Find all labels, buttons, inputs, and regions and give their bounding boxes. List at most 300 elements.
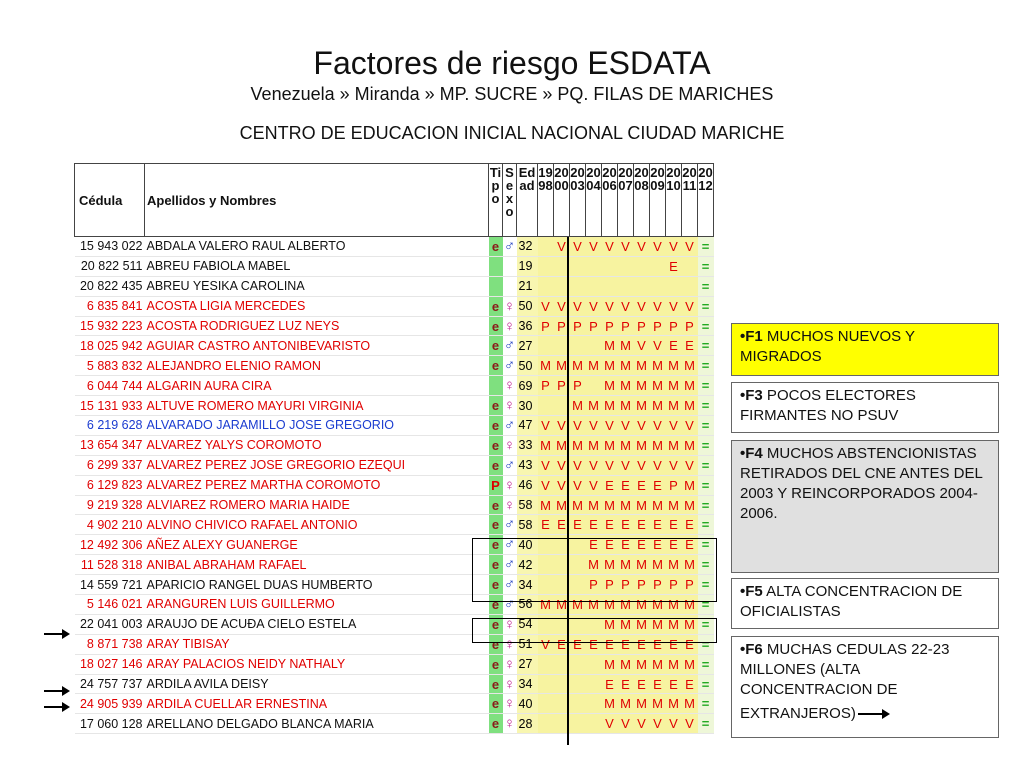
vote-cell: V [618, 714, 634, 734]
sexo-cell [503, 256, 517, 276]
vote-cell: P [650, 316, 666, 336]
vote-cell: E [666, 674, 682, 694]
sexo-cell [503, 276, 517, 296]
cedula-cell: 11 528 318 [75, 555, 145, 575]
vote-cell: P [634, 575, 650, 595]
vote-cell: V [538, 634, 554, 654]
header-row [75, 164, 714, 237]
name-cell: ANIBAL ABRAHAM RAFAEL [145, 555, 489, 575]
table-row [75, 475, 714, 495]
vote-cell: E [666, 515, 682, 535]
vote-cell: E [634, 634, 650, 654]
name-cell: ABREU FABIOLA MABEL [145, 256, 489, 276]
cedula-cell: 6 044 744 [75, 376, 145, 396]
vote-cell: = [698, 674, 714, 694]
vote-cell: = [698, 376, 714, 396]
tipo-cell: e [489, 575, 503, 595]
header-sexo: Sexo [503, 164, 517, 237]
vote-cell: V [666, 416, 682, 436]
vote-cell: V [634, 455, 650, 475]
tipo-cell: e [489, 416, 503, 436]
vote-cell: V [570, 416, 586, 436]
vote-cell: V [554, 237, 570, 257]
vote-cell: V [602, 416, 618, 436]
vote-cell: M [618, 435, 634, 455]
vote-cell: E [618, 515, 634, 535]
vote-cell: M [682, 595, 698, 615]
table-row [75, 316, 714, 336]
vote-cell [538, 336, 554, 356]
cedula-cell: 17 060 128 [75, 714, 145, 734]
vote-cell [618, 276, 634, 296]
sexo-cell: ♀ [503, 695, 516, 713]
vote-cell: V [650, 455, 666, 475]
header-year: 2010 [666, 164, 682, 237]
name-cell: ALVARADO JARAMILLO JOSE GREGORIO [145, 416, 489, 436]
vote-cell: V [666, 714, 682, 734]
vote-cell: M [602, 356, 618, 376]
header-year: 1998 [538, 164, 554, 237]
factor-f4: •F4 MUCHOS ABSTENCIONISTAS RETIRADOS DEL CNE ANTES DEL 2003 Y REINCORPORADOS 2004-2006. [731, 440, 999, 573]
vote-cell: M [618, 356, 634, 376]
vote-cell: V [618, 416, 634, 436]
table-row [75, 654, 714, 674]
sexo-cell: ♂ [503, 456, 516, 474]
vote-cell: = [698, 276, 714, 296]
name-cell: ABDALA VALERO RAUL ALBERTO [145, 237, 489, 257]
vote-cell [602, 256, 618, 276]
vote-cell: P [586, 316, 602, 336]
vote-cell: M [538, 495, 554, 515]
edad-cell: 21 [517, 276, 538, 296]
edad-cell: 27 [517, 336, 538, 356]
table-row [75, 296, 714, 316]
sexo-cell: ♀ [503, 635, 516, 653]
vote-cell [538, 654, 554, 674]
sexo-cell: ♀ [503, 655, 516, 673]
cedula-cell: 20 822 435 [75, 276, 145, 296]
cedula-cell: 18 025 942 [75, 336, 145, 356]
vote-cell: M [634, 614, 650, 634]
cedula-cell: 15 932 223 [75, 316, 145, 336]
sexo-cell: ♂ [503, 416, 516, 434]
vote-cell: E [650, 535, 666, 555]
vote-cell: P [682, 575, 698, 595]
vote-cell [570, 276, 586, 296]
vote-cell [570, 714, 586, 734]
vote-cell: M [666, 595, 682, 615]
sexo-cell: ♂ [503, 337, 516, 355]
vote-cell: M [618, 654, 634, 674]
table-row [75, 455, 714, 475]
vote-cell [586, 714, 602, 734]
vote-cell: P [602, 575, 618, 595]
vote-cell: M [602, 336, 618, 356]
vote-cell [570, 674, 586, 694]
table-row [75, 376, 714, 396]
vote-cell: M [602, 435, 618, 455]
vote-cell: P [538, 376, 554, 396]
vote-cell: P [682, 316, 698, 336]
tipo-cell: e [489, 535, 503, 555]
vote-cell: M [666, 555, 682, 575]
vote-cell: E [666, 634, 682, 654]
vote-cell: = [698, 694, 714, 714]
edad-cell: 28 [517, 714, 538, 734]
tipo-cell: P [489, 475, 503, 495]
vote-cell: M [586, 595, 602, 615]
factor-f5: •F5 ALTA CONCENTRACION DE OFICIALISTAS [731, 578, 999, 629]
vote-cell [586, 336, 602, 356]
vote-cell: M [618, 495, 634, 515]
cedula-cell: 14 559 721 [75, 575, 145, 595]
vote-cell: = [698, 237, 714, 257]
cedula-cell: 6 835 841 [75, 296, 145, 316]
vote-cell: E [682, 634, 698, 654]
vote-cell: V [570, 296, 586, 316]
vote-cell: V [586, 296, 602, 316]
vote-cell: = [698, 535, 714, 555]
name-cell: ARANGUREN LUIS GUILLERMO [145, 595, 489, 615]
vote-cell: M [634, 694, 650, 714]
name-cell: ARAY PALACIOS NEIDY NATHALY [145, 654, 489, 674]
vote-cell: E [602, 475, 618, 495]
tipo-cell: e [489, 555, 503, 575]
sexo-cell: ♀ [503, 297, 516, 315]
header-nombres: Apellidos y Nombres [145, 164, 489, 237]
sexo-cell: ♀ [503, 675, 516, 693]
vote-cell: M [650, 376, 666, 396]
factor-f3: •F3 POCOS ELECTORES FIRMANTES NO PSUV [731, 382, 999, 433]
edad-cell: 34 [517, 575, 538, 595]
vote-cell: M [618, 694, 634, 714]
vote-cell: M [666, 495, 682, 515]
sexo-cell: ♀ [503, 496, 516, 514]
vote-cell [682, 276, 698, 296]
edad-cell: 46 [517, 475, 538, 495]
vote-cell: V [602, 296, 618, 316]
vote-cell: E [570, 634, 586, 654]
vote-cell: M [682, 396, 698, 416]
sexo-cell: ♀ [503, 317, 516, 335]
name-cell: ARELLANO DELGADO BLANCA MARIA [145, 714, 489, 734]
vote-cell: V [586, 455, 602, 475]
vote-cell: = [698, 475, 714, 495]
vote-cell: M [538, 595, 554, 615]
vote-cell: P [666, 316, 682, 336]
vote-cell: E [586, 535, 602, 555]
vote-cell: M [650, 654, 666, 674]
edad-cell: 33 [517, 435, 538, 455]
sexo-cell: ♀ [503, 377, 516, 395]
factor-f6: •F6 MUCHAS CEDULAS 22-23 MILLONES (ALTA CONCENTRACION DE EXTRANJEROS) [731, 636, 999, 738]
vote-cell: P [554, 376, 570, 396]
vote-cell: M [682, 654, 698, 674]
vote-cell: V [666, 296, 682, 316]
vote-cell: M [602, 694, 618, 714]
table-row [75, 336, 714, 356]
vote-cell: M [570, 356, 586, 376]
vote-cell: M [538, 356, 554, 376]
vote-cell: = [698, 256, 714, 276]
vote-cell: M [554, 356, 570, 376]
vote-cell: = [698, 356, 714, 376]
vote-cell: E [634, 535, 650, 555]
vote-cell: M [682, 694, 698, 714]
tipo-cell: e [489, 654, 503, 674]
vote-cell: E [554, 515, 570, 535]
cedula-cell: 12 492 306 [75, 535, 145, 555]
vote-cell: V [650, 237, 666, 257]
vote-cell: V [682, 296, 698, 316]
vote-cell: V [554, 475, 570, 495]
edad-cell: 47 [517, 416, 538, 436]
vote-cell: P [650, 575, 666, 595]
vote-cell: V [554, 296, 570, 316]
vote-cell: M [586, 435, 602, 455]
vote-cell: E [618, 475, 634, 495]
vote-cell [538, 714, 554, 734]
edad-cell: 30 [517, 396, 538, 416]
breadcrumb: Venezuela » Miranda » MP. SUCRE » PQ. FILAS DE MARICHES [250, 84, 774, 104]
divider-line [567, 237, 569, 745]
name-cell: ALVIAREZ ROMERO MARIA HAIDE [145, 495, 489, 515]
vote-cell: M [618, 595, 634, 615]
cedula-cell: 6 299 337 [75, 455, 145, 475]
vote-cell: E [682, 535, 698, 555]
vote-cell: V [650, 416, 666, 436]
highlight-box-group [472, 538, 717, 602]
sexo-cell: ♂ [503, 237, 516, 255]
vote-cell: M [554, 495, 570, 515]
header-edad: Edad [517, 164, 538, 237]
vote-cell: P [538, 316, 554, 336]
edad-cell: 40 [517, 694, 538, 714]
edad-cell: 34 [517, 674, 538, 694]
table-row [75, 416, 714, 436]
cedula-cell: 24 757 737 [75, 674, 145, 694]
vote-cell: M [634, 376, 650, 396]
vote-cell: V [650, 714, 666, 734]
edad-cell: 32 [517, 237, 538, 257]
vote-cell: M [666, 356, 682, 376]
vote-cell: P [570, 376, 586, 396]
sexo-cell: ♂ [503, 576, 516, 594]
header-cedula: Cédula [75, 164, 145, 237]
name-cell: ARAUJO DE ACUÐA CIELO ESTELA [145, 614, 489, 634]
edad-cell: 40 [517, 535, 538, 555]
edad-cell: 19 [517, 256, 538, 276]
vote-cell: V [538, 296, 554, 316]
vote-cell: V [602, 714, 618, 734]
vote-cell: V [618, 455, 634, 475]
vote-cell: M [666, 694, 682, 714]
tipo-cell [489, 256, 503, 276]
arrow-icon [858, 713, 884, 715]
table-row [75, 276, 714, 296]
table-row [75, 237, 714, 257]
vote-cell [570, 654, 586, 674]
center-name: CENTRO DE EDUCACION INICIAL NACIONAL CIUDAD MARICHE [239, 123, 785, 143]
vote-cell: = [698, 634, 714, 654]
name-cell: ALVINO CHIVICO RAFAEL ANTONIO [145, 515, 489, 535]
vote-cell: M [602, 654, 618, 674]
vote-cell [586, 256, 602, 276]
vote-cell: M [666, 654, 682, 674]
sexo-cell: ♂ [503, 357, 516, 375]
tipo-cell: e [489, 237, 503, 257]
arrow-icon [44, 633, 64, 635]
vote-cell: M [602, 396, 618, 416]
vote-cell: V [554, 416, 570, 436]
tipo-cell: e [489, 614, 503, 634]
edad-cell: 50 [517, 296, 538, 316]
vote-cell: M [650, 396, 666, 416]
vote-cell: = [698, 555, 714, 575]
vote-cell: M [618, 376, 634, 396]
vote-cell: M [570, 435, 586, 455]
vote-cell: E [602, 535, 618, 555]
vote-cell: M [618, 614, 634, 634]
vote-cell: E [602, 674, 618, 694]
name-cell: APARICIO RANGEL DUAS HUMBERTO [145, 575, 489, 595]
tipo-cell: e [489, 515, 503, 535]
vote-cell: = [698, 316, 714, 336]
vote-cell [650, 256, 666, 276]
vote-cell: E [634, 515, 650, 535]
vote-cell: V [538, 455, 554, 475]
vote-cell: M [682, 376, 698, 396]
tipo-cell: e [489, 674, 503, 694]
vote-cell [538, 276, 554, 296]
vote-cell: V [650, 296, 666, 316]
tipo-cell [489, 276, 503, 296]
vote-cell: V [682, 416, 698, 436]
vote-cell: E [538, 515, 554, 535]
name-cell: ABREU YESIKA CAROLINA [145, 276, 489, 296]
cedula-cell: 4 902 210 [75, 515, 145, 535]
vote-cell: V [538, 475, 554, 495]
vote-cell: E [554, 634, 570, 654]
vote-cell: V [634, 714, 650, 734]
edad-cell: 58 [517, 515, 538, 535]
vote-cell: P [666, 475, 682, 495]
vote-cell: V [570, 237, 586, 257]
vote-cell: = [698, 495, 714, 515]
vote-cell: M [618, 396, 634, 416]
vote-cell [634, 256, 650, 276]
header-year: 2004 [586, 164, 602, 237]
vote-cell [586, 694, 602, 714]
vote-cell: V [586, 416, 602, 436]
vote-cell: M [570, 396, 586, 416]
vote-cell: M [618, 555, 634, 575]
sexo-cell: ♀ [503, 397, 516, 415]
vote-cell: P [666, 575, 682, 595]
tipo-cell: e [489, 316, 503, 336]
vote-cell: V [570, 455, 586, 475]
vote-cell: V [634, 416, 650, 436]
edad-cell: 54 [517, 614, 538, 634]
vote-cell [570, 336, 586, 356]
sexo-cell: ♂ [503, 556, 516, 574]
vote-cell: = [698, 455, 714, 475]
factor-f1: •F1 MUCHOS NUEVOS Y MIGRADOS [731, 323, 999, 376]
vote-cell: M [666, 376, 682, 396]
vote-cell: = [698, 654, 714, 674]
vote-cell: M [554, 595, 570, 615]
vote-cell: P [618, 575, 634, 595]
vote-cell: E [666, 256, 682, 276]
vote-cell: V [554, 455, 570, 475]
vote-cell: E [682, 336, 698, 356]
vote-cell [538, 694, 554, 714]
name-cell: ALGARIN AURA CIRA [145, 376, 489, 396]
vote-cell: V [618, 296, 634, 316]
vote-cell: M [682, 435, 698, 455]
highlight-box-row [472, 618, 717, 643]
vote-cell: E [650, 475, 666, 495]
vote-cell: M [650, 694, 666, 714]
page-title: Factores de riesgo ESDATA [313, 45, 711, 81]
vote-cell: M [538, 435, 554, 455]
sexo-cell: ♂ [503, 595, 516, 613]
vote-cell: V [666, 455, 682, 475]
cedula-cell: 5 883 832 [75, 356, 145, 376]
vote-cell: M [682, 356, 698, 376]
vote-cell: M [586, 396, 602, 416]
vote-cell: M [634, 396, 650, 416]
name-cell: AÑEZ ALEXY GUANERGE [145, 535, 489, 555]
vote-cell: M [634, 555, 650, 575]
cedula-cell: 15 943 022 [75, 237, 145, 257]
name-cell: ALEJANDRO ELENIO RAMON [145, 356, 489, 376]
vote-cell: M [618, 336, 634, 356]
vote-cell: E [666, 336, 682, 356]
cedula-cell: 13 654 347 [75, 435, 145, 455]
vote-cell: M [602, 614, 618, 634]
edad-cell: 50 [517, 356, 538, 376]
vote-cell: E [618, 634, 634, 654]
vote-cell: V [650, 336, 666, 356]
header-year: 2006 [602, 164, 618, 237]
sexo-cell: ♀ [503, 715, 516, 733]
table-row [75, 256, 714, 276]
vote-cell: E [602, 634, 618, 654]
vote-cell: V [666, 237, 682, 257]
vote-cell: M [586, 555, 602, 575]
vote-cell: P [634, 316, 650, 336]
cedula-cell: 15 131 933 [75, 396, 145, 416]
vote-cell: E [650, 515, 666, 535]
vote-cell: = [698, 416, 714, 436]
name-cell: AGUIAR CASTRO ANTONIBEVARISTO [145, 336, 489, 356]
vote-cell: M [650, 595, 666, 615]
cedula-cell: 18 027 146 [75, 654, 145, 674]
sexo-cell: ♀ [503, 436, 516, 454]
vote-cell: P [586, 575, 602, 595]
vote-cell: M [634, 595, 650, 615]
vote-cell: V [634, 336, 650, 356]
header-year: 2008 [634, 164, 650, 237]
vote-cell [650, 276, 666, 296]
vote-cell: M [586, 495, 602, 515]
table-row [75, 495, 714, 515]
vote-cell [602, 276, 618, 296]
vote-cell [586, 376, 602, 396]
vote-cell: M [602, 376, 618, 396]
table-row [75, 674, 714, 694]
